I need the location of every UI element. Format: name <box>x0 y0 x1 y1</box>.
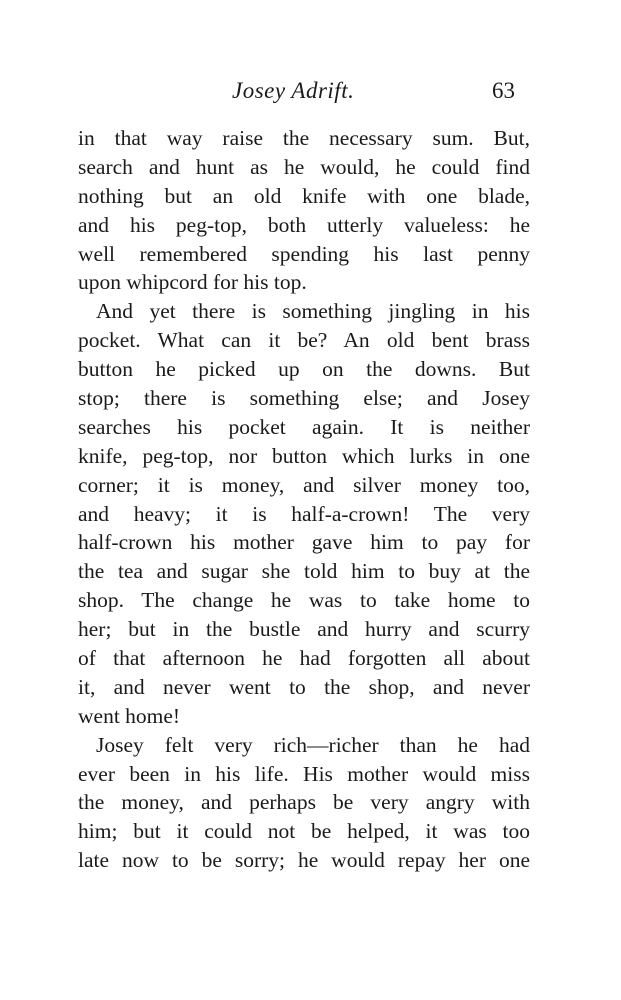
text-line: it, and never went to the shop, and never <box>78 674 530 699</box>
body-text <box>78 124 530 875</box>
text-line: her; but in the bustle and hurry and scurry <box>78 617 530 642</box>
text-line: half-crown his mother gave him to pay for <box>78 530 530 555</box>
text-line: search and hunt as he would, he could find <box>78 154 530 179</box>
text-line: late now to be sorry; he would repay her one <box>78 848 530 873</box>
text-line: the tea and sugar she told him to buy at the <box>78 559 530 584</box>
text-line: Josey felt very rich—richer than he had <box>96 732 530 757</box>
text-line: upon whipcord for his top. <box>78 270 307 295</box>
text-line: button he picked up on the downs. But <box>78 357 530 382</box>
text-line: went home! <box>78 703 181 728</box>
text-line: ever been in his life. His mother would miss <box>78 761 530 786</box>
text-line: shop. The change he was to take home to <box>78 588 530 613</box>
text-line: of that afternoon he had forgotten all about <box>78 646 530 671</box>
text-line: in that way raise the necessary sum. But, <box>78 126 530 150</box>
page-number: 63 <box>492 78 515 103</box>
text-line: well remembered spending his last penny <box>78 241 530 266</box>
page-header <box>0 78 621 108</box>
text-line: and heavy; it is half-a-crown! The very <box>78 501 530 526</box>
text-line: stop; there is something else; and Josey <box>78 386 530 411</box>
text-line: the money, and perhaps be very angry with <box>78 790 530 815</box>
text-line: corner; it is money, and silver money too, <box>78 472 530 497</box>
running-title: Josey Adrift. <box>232 78 355 103</box>
text-line: searches his pocket again. It is neither <box>78 414 530 439</box>
text-line: him; but it could not be helped, it was too <box>78 819 530 844</box>
text-line: knife, peg-top, nor button which lurks in one <box>78 443 530 468</box>
text-line: and his peg-top, both utterly valueless: he <box>78 212 530 237</box>
text-line: nothing but an old knife with one blade, <box>78 183 530 208</box>
text-line: pocket. What can it be? An old bent brass <box>78 328 530 353</box>
text-line: And yet there is something jingling in his <box>96 299 530 324</box>
